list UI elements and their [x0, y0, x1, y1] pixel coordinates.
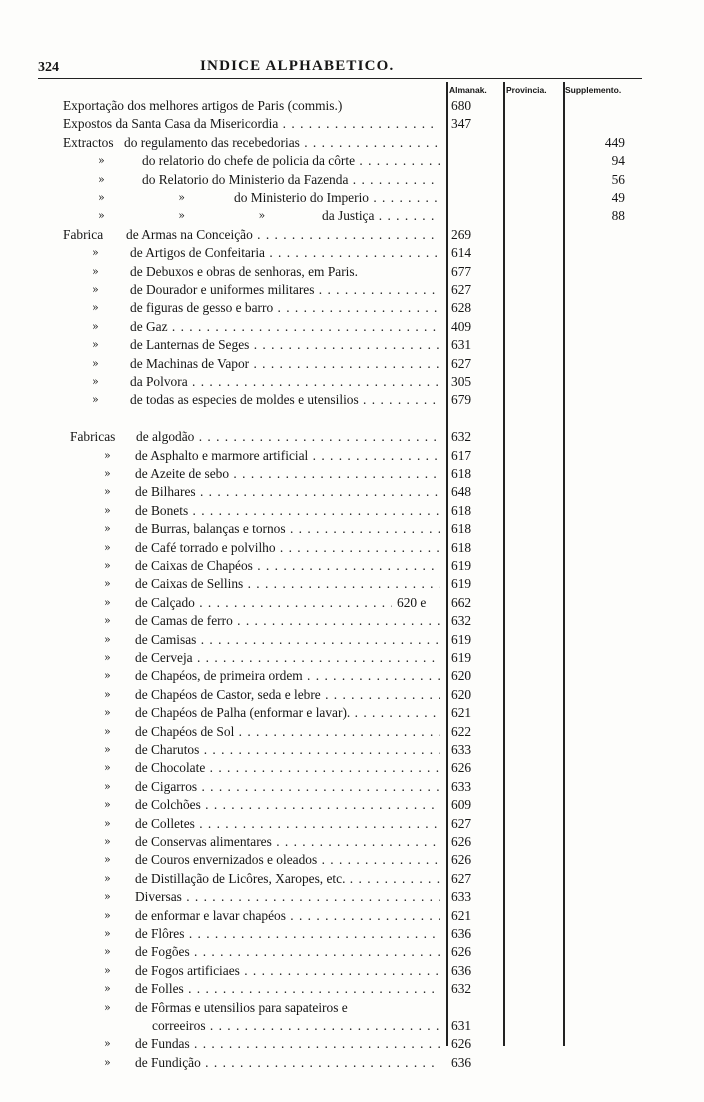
index-entry [0, 1054, 704, 1072]
index-entry [0, 649, 704, 667]
ditto-mark: » [104, 816, 111, 830]
index-entry [0, 520, 704, 538]
almanak-page: 628 [451, 300, 472, 316]
entry-name: Exportação dos melhores artigos de Paris (commis.) [63, 98, 343, 113]
ditto-mark: » » » [98, 209, 266, 223]
index-entry [0, 870, 704, 888]
ditto-mark: » [104, 595, 111, 609]
index-entry [0, 336, 704, 354]
almanak-page: 347 [451, 116, 472, 132]
entry-name: de Lanternas de Seges . . . [130, 336, 440, 354]
inline-page-reference: 620 e [397, 594, 427, 610]
index-entry [0, 281, 704, 299]
ditto-mark: » [104, 669, 111, 683]
almanak-page: 636 [451, 962, 472, 978]
ditto-mark: » [104, 963, 111, 977]
entry-name: de Chapéos de Palha (enformar e lavar). . . . [135, 704, 440, 722]
index-entry [0, 465, 704, 483]
index-entry [0, 612, 704, 630]
index-entry [0, 226, 704, 244]
index-entry [0, 888, 704, 906]
ditto-mark: » [104, 1000, 111, 1014]
entry-lead-word: Fabricas [70, 429, 116, 445]
column-header-almanak: Almanak. [449, 85, 487, 95]
entry-name: de Fundição . . . [135, 1054, 440, 1072]
index-entry [0, 686, 704, 704]
ditto-mark: » [104, 559, 111, 572]
almanak-page: 627 [451, 870, 472, 886]
entry-name: de Dourador e uniformes militares . . . [130, 281, 440, 299]
index-entry [0, 447, 704, 465]
entry-name: da Justiça . . . [322, 207, 440, 225]
index-entry [0, 631, 704, 649]
index-entry [0, 815, 704, 833]
ditto-mark: » [92, 301, 99, 315]
ditto-mark: » [104, 798, 111, 812]
ditto-mark: » [104, 743, 111, 756]
entry-name: de Flôres . . . [135, 925, 440, 943]
ditto-mark: » [104, 982, 111, 996]
almanak-page: 626 [451, 1036, 472, 1052]
almanak-page: 617 [451, 447, 472, 463]
almanak-page: 627 [451, 355, 472, 371]
index-entry [0, 943, 704, 961]
index-entry [0, 483, 704, 501]
almanak-page: 633 [451, 889, 472, 905]
index-entry [0, 1035, 704, 1053]
entry-name: de Camas de ferro . . . [135, 612, 440, 630]
ditto-mark: » [104, 632, 111, 646]
almanak-page: 631 [451, 337, 472, 353]
entry-name: de Colletes . . . [135, 815, 440, 833]
almanak-page: 619 [451, 558, 472, 573]
index-entry [0, 539, 704, 557]
ditto-mark: » [104, 724, 111, 738]
column-header-supplemento: Supplemento. [565, 85, 622, 95]
index-entry [0, 962, 704, 980]
entry-name: de Chapéos de Castor, seda e lebre . . . [135, 686, 440, 704]
ditto-mark: » [104, 614, 111, 628]
index-entry [0, 391, 704, 409]
index-entry [0, 355, 704, 373]
ditto-mark: » [104, 467, 111, 480]
almanak-page: 621 [451, 705, 472, 721]
almanak-page: 618 [451, 502, 472, 518]
index-entry [0, 594, 704, 612]
almanak-page: 269 [451, 226, 472, 242]
almanak-page: 622 [451, 723, 472, 739]
index-entry [0, 999, 704, 1017]
ditto-mark: » [104, 761, 111, 775]
ditto-mark: » [92, 246, 99, 260]
entry-name: de algodão . . . [136, 428, 440, 446]
almanak-page: 626 [451, 944, 472, 960]
ditto-mark: » [92, 338, 99, 352]
almanak-page: 636 [451, 926, 472, 941]
entry-name: de Camisas . . . [135, 631, 440, 649]
index-entry [0, 667, 704, 685]
index-entry [0, 796, 704, 814]
ditto-mark: » [92, 393, 99, 407]
almanak-page: 626 [451, 760, 472, 776]
entry-name: de figuras de gesso e barro . . . [130, 299, 440, 317]
ditto-mark: » [98, 172, 105, 186]
supplemento-page: 449 [604, 134, 625, 150]
almanak-page: 627 [451, 815, 472, 831]
almanak-page: 409 [451, 318, 472, 334]
ditto-mark: » [104, 448, 111, 462]
entry-name: de Bilhares . . . [135, 483, 440, 501]
ditto-mark: » [104, 927, 111, 940]
ditto-mark: » [92, 264, 99, 278]
entry-name: Diversas . . . [135, 888, 440, 906]
almanak-page: 618 [451, 466, 472, 481]
ditto-mark: » [104, 1055, 111, 1069]
index-entry [0, 704, 704, 722]
index-entry [0, 723, 704, 741]
almanak-page: 633 [451, 742, 472, 757]
entry-lead-word: Extractos [63, 134, 114, 150]
ditto-mark: » [98, 154, 105, 168]
ditto-mark: » [92, 375, 99, 388]
almanak-page: 648 [451, 484, 472, 500]
entry-name: de Calçado . . . [135, 594, 392, 612]
entry-name: de Distillação de Licôres, Xaropes, etc. . . . [135, 870, 440, 888]
entry-name: de Chapéos, de primeira ordem . . . [135, 667, 440, 685]
index-entry [0, 557, 704, 575]
ditto-mark: » [104, 706, 111, 720]
index-entry [0, 263, 704, 281]
entry-name: de Cerveja . . . [135, 649, 440, 667]
ditto-mark: » [104, 687, 111, 701]
ditto-mark: » [104, 577, 111, 591]
entry-name: de Machinas de Vapor . . . [130, 355, 440, 373]
almanak-page: 627 [451, 282, 472, 297]
supplemento-page: 56 [611, 171, 625, 187]
almanak-page: 636 [451, 1054, 472, 1070]
index-entry [0, 207, 704, 225]
index-entry [0, 244, 704, 262]
entry-name: de Colchões . . . [135, 796, 440, 814]
ditto-mark: » [104, 871, 111, 885]
index-entry [0, 318, 704, 336]
index-entry [0, 373, 704, 391]
entry-name: do regulamento das recebedorias . . . [124, 134, 440, 152]
entry-name: de Caixas de Sellins . . . [135, 575, 440, 593]
almanak-page: 662 [451, 594, 472, 610]
supplemento-page: 94 [611, 153, 625, 169]
entry-name: de enformar e lavar chapéos . . . [135, 907, 440, 925]
entry-name: de Gaz . . . [130, 318, 440, 336]
entry-name: de Asphalto e marmore artificial . . . [135, 447, 440, 465]
index-entry [0, 907, 704, 925]
index-entry [0, 115, 704, 133]
almanak-page: 620 [451, 686, 472, 702]
almanak-page: 618 [451, 539, 472, 555]
index-entry [0, 980, 704, 998]
index-entry [0, 171, 704, 189]
entry-name: de Burras, balanças e tornos . . . [135, 520, 440, 538]
index-entry [0, 152, 704, 170]
ditto-mark: » » [98, 191, 185, 204]
entry-lead-word: Fabrica [63, 226, 104, 242]
almanak-page: 619 [451, 631, 472, 647]
entry-name: de todas as especies de moldes e utensilios . . . [130, 391, 440, 409]
entry-name: de Azeite de sebo . . . [135, 465, 440, 483]
almanak-page: 679 [451, 392, 472, 408]
column-header-provincia: Provincia. [506, 85, 547, 95]
almanak-page: 632 [451, 429, 472, 445]
ditto-mark: » [104, 890, 111, 904]
almanak-page: 677 [451, 263, 472, 279]
almanak-page: 609 [451, 797, 472, 813]
index-entry [0, 833, 704, 851]
index-entry [0, 299, 704, 317]
almanak-page: 618 [451, 521, 472, 537]
index-entry [0, 189, 704, 207]
index-entry [0, 741, 704, 759]
entry-name: de Folles . . . [135, 980, 440, 998]
entry-name: de Conservas alimentares . . . [135, 833, 440, 851]
ditto-mark: » [104, 522, 111, 536]
entry-name: de Couros envernizados e oleados . . . [135, 851, 440, 869]
ditto-mark: » [104, 779, 111, 793]
ditto-mark: » [104, 1037, 111, 1051]
entry-name: do Relatorio do Ministerio da Fazenda . . . [142, 171, 440, 189]
supplemento-page: 88 [611, 208, 625, 224]
entry-name: do relatorio do chefe de policia da côrte . . . [142, 152, 440, 170]
index-entry [0, 97, 704, 115]
ditto-mark: » [92, 356, 99, 370]
entry-name: de Caixas de Chapéos . . . [135, 557, 440, 575]
almanak-page: 620 [451, 668, 472, 684]
ditto-mark: » [104, 503, 111, 517]
almanak-page: 632 [451, 981, 472, 997]
ditto-mark: » [104, 835, 111, 848]
entry-name: de Fogos artificiaes . . . [135, 962, 440, 980]
ditto-mark: » [104, 908, 111, 922]
entry-name: de Armas na Conceição . . . [126, 226, 440, 244]
almanak-page: 619 [451, 650, 472, 665]
index-entry [0, 925, 704, 943]
almanak-page: 626 [451, 834, 472, 849]
entry-name: de Bonets . . . [135, 502, 440, 520]
entry-name: de Chocolate . . . [135, 759, 440, 777]
ditto-mark: » [92, 283, 99, 296]
index-entry [0, 759, 704, 777]
ditto-mark: » [104, 651, 111, 664]
entry-name: de Café torrado e polvilho . . . [135, 539, 440, 557]
index-entry [0, 428, 704, 446]
entry-name: da Polvora . . . [130, 373, 440, 391]
index-entry [0, 778, 704, 796]
entry-name: correeiros . . . [152, 1017, 440, 1035]
entry-name: de Debuxos e obras de senhoras, em Paris. [130, 263, 358, 279]
almanak-page: 631 [451, 1018, 472, 1033]
ditto-mark: » [104, 485, 111, 499]
almanak-page: 633 [451, 778, 472, 794]
entry-name: de Fundas . . . [135, 1035, 440, 1053]
entry-name: de Chapéos de Sol . . . [135, 723, 440, 741]
ditto-mark: » [104, 540, 111, 554]
entry-name: Expostos da Santa Casa da Misericordia . . . [63, 115, 440, 133]
almanak-page: 626 [451, 852, 472, 868]
ditto-mark: » [104, 945, 111, 959]
ditto-mark: » [104, 853, 111, 867]
index-entry [0, 575, 704, 593]
index-entry [0, 134, 704, 152]
page-number: 324 [38, 60, 59, 75]
entry-name: de Fôrmas e utensilios para sapateiros e [135, 999, 348, 1015]
index-entry [0, 851, 704, 869]
entry-name: de Charutos . . . [135, 741, 440, 759]
supplemento-page: 49 [611, 190, 625, 205]
almanak-page: 619 [451, 576, 472, 592]
index-entry [0, 502, 704, 520]
page-title: INDICE ALPHABETICO. [200, 58, 395, 74]
almanak-page: 680 [451, 98, 472, 113]
entry-name: de Artigos de Confeitaria . . . [130, 244, 440, 262]
almanak-page: 305 [451, 374, 472, 389]
almanak-page: 632 [451, 613, 472, 629]
index-entry [0, 1017, 704, 1035]
entry-name: de Cigarros . . . [135, 778, 440, 796]
almanak-page: 621 [451, 907, 472, 923]
ditto-mark: » [92, 319, 99, 333]
almanak-page: 614 [451, 245, 472, 261]
entry-name: de Fogões . . . [135, 943, 440, 961]
entry-name: do Ministerio do Imperio . . . [234, 189, 440, 207]
